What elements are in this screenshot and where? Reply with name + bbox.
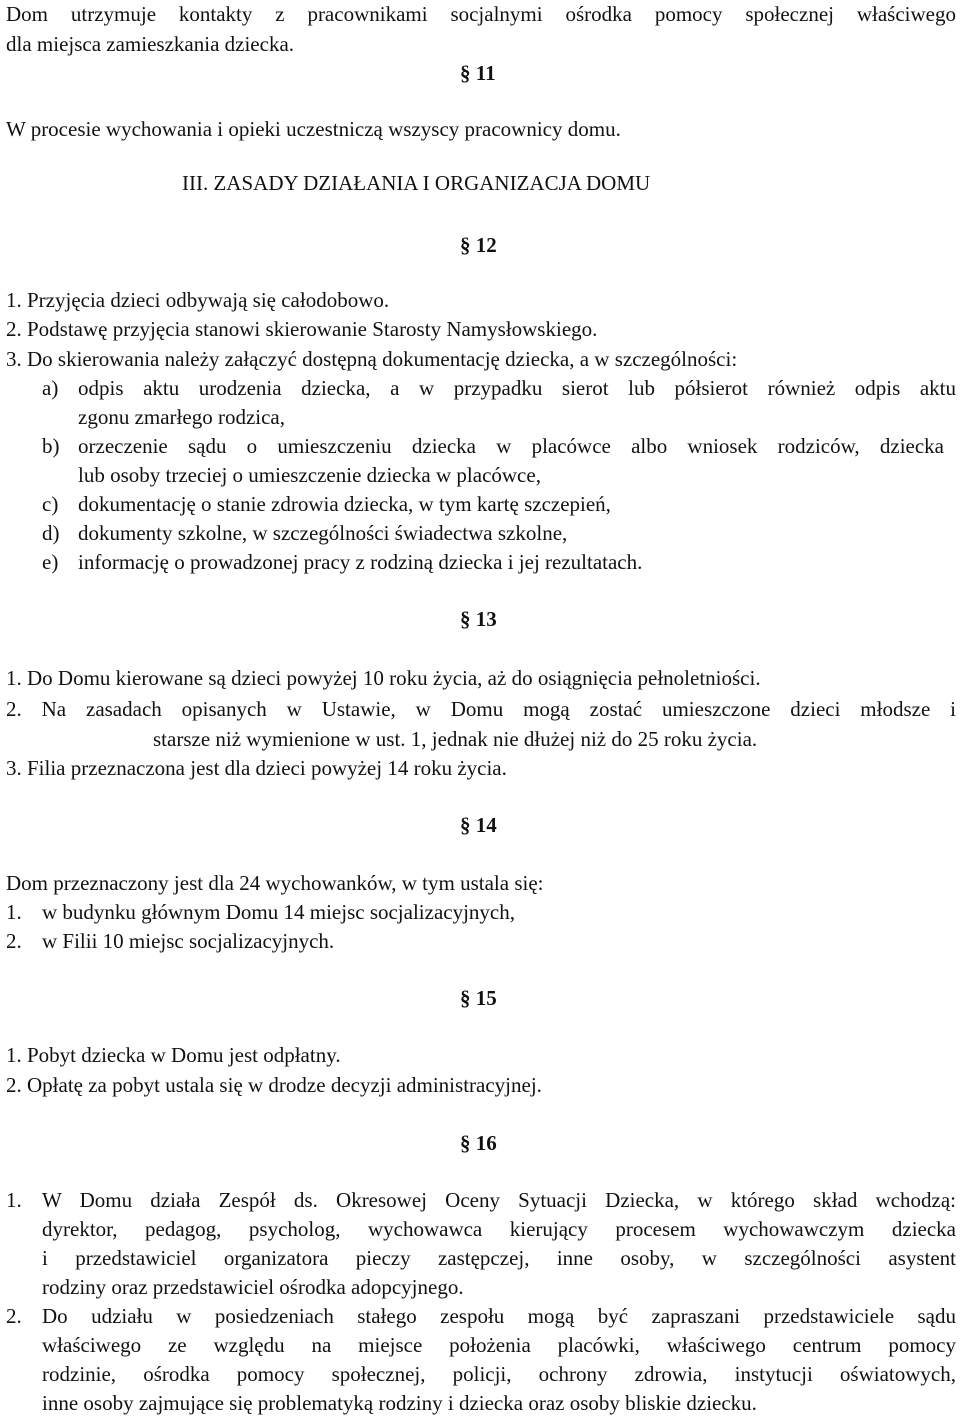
s13-paragraph-1: 1. Do Domu kierowane są dzieci powyżej 10 roku życia, aż do osiągnięcia pełnoletniości.	[6, 666, 761, 690]
s12-item-b-label: b)	[42, 434, 60, 458]
s12-item-c-text: dokumentację o stanie zdrowia dziecka, w tym kartę szczepień,	[78, 492, 611, 516]
s16-item-2-line-3: rodzinie, ośrodka pomocy społecznej, policji, ochrony zdrowia, instytucji oświatowych,	[42, 1362, 956, 1386]
section-11-text: W procesie wychowania i opieki uczestniczą wszyscy pracownicy domu.	[6, 117, 621, 141]
intro-line-2: dla miejsca zamieszkania dziecka.	[6, 32, 295, 56]
s13-paragraph-2-line-1: 2. Na zasadach opisanych w Ustawie, w Domu mogą zostać umieszczone dzieci młodsze i	[6, 697, 956, 721]
s12-item-e-label: e)	[42, 550, 59, 574]
s12-item-d-label: d)	[42, 521, 60, 545]
s16-item-1-line-3: i przedstawiciel organizatora pieczy zastępczej, inne osoby, w szczególności asystent	[42, 1246, 956, 1270]
s16-item-2-line-4: inne osoby zajmujące się problematyką rodziny i dziecka oraz osoby bliskie dziecku.	[42, 1391, 757, 1415]
s14-item-1-text: w budynku głównym Domu 14 miejsc socjalizacyjnych,	[42, 900, 516, 924]
s16-item-1-line-2: dyrektor, pedagog, psycholog, wychowawca kierujący procesem wychowawczym dziecka	[42, 1217, 956, 1241]
s16-item-1-line-4: rodziny oraz przedstawiciel ośrodka adopcyjnego.	[42, 1275, 464, 1299]
s16-item-1-label: 1.	[6, 1188, 22, 1212]
s16-item-2-line-1: Do udziału w posiedzeniach stałego zespołu mogą być zapraszani przedstawiciele sądu	[42, 1304, 956, 1328]
s13-paragraph-3: 3. Filia przeznaczona jest dla dzieci powyżej 14 roku życia.	[6, 756, 507, 780]
s12-paragraph-2: 2. Podstawę przyjęcia stanowi skierowanie Starosty Namysłowskiego.	[6, 317, 598, 341]
section-16-number: § 16	[460, 1131, 497, 1155]
s14-item-2-label: 2.	[6, 929, 22, 953]
s12-paragraph-1: 1. Przyjęcia dzieci odbywają się całodobowo.	[6, 288, 390, 312]
s16-item-2-line-2: właściwego ze względu na miejsce położenia placówki, właściwego centrum pomocy	[42, 1333, 956, 1357]
section-13-number: § 13	[460, 607, 497, 631]
s14-item-2-text: w Filii 10 miejsc socjalizacyjnych.	[42, 929, 335, 953]
chapter-heading: III. ZASADY DZIAŁANIA I ORGANIZACJA DOMU	[182, 171, 651, 195]
section-15-number: § 15	[460, 986, 497, 1010]
s13-paragraph-2-line-2: starsze niż wymienione w ust. 1, jednak nie dłużej niż do 25 roku życia.	[153, 727, 758, 751]
s15-paragraph-2: 2. Opłatę za pobyt ustala się w drodze decyzji administracyjnej.	[6, 1073, 542, 1097]
s12-paragraph-3: 3. Do skierowania należy załączyć dostępną dokumentację dziecka, a w szczególności:	[6, 347, 738, 371]
s12-item-b-line-2: lub osoby trzeciej o umieszczenie dziecka w placówce,	[78, 463, 541, 487]
section-11-number: § 11	[460, 61, 496, 85]
s12-item-d-text: dokumenty szkolne, w szczególności świadectwa szkolne,	[78, 521, 568, 545]
section-12-number: § 12	[460, 233, 497, 257]
s12-item-a-line-2: zgonu zmarłego rodzica,	[78, 405, 285, 429]
intro-line-1: Dom utrzymuje kontakty z pracownikami socjalnymi ośrodka pomocy społecznej właściwego	[6, 2, 956, 26]
s14-intro: Dom przeznaczony jest dla 24 wychowanków, w tym ustala się:	[6, 871, 544, 895]
s12-item-b-line-1: orzeczenie sądu o umieszczeniu dziecka w placówce albo wniosek rodziców, dziecka	[78, 434, 944, 458]
s14-item-1-label: 1.	[6, 900, 22, 924]
s15-paragraph-1: 1. Pobyt dziecka w Domu jest odpłatny.	[6, 1043, 341, 1067]
section-14-number: § 14	[460, 813, 497, 837]
s12-item-a-label: a)	[42, 376, 59, 400]
s12-item-c-label: c)	[42, 492, 59, 516]
s16-item-1-line-1: W Domu działa Zespół ds. Okresowej Oceny Sytuacji Dziecka, w którego skład wchodzą:	[42, 1188, 956, 1212]
s12-item-a-line-1: odpis aktu urodzenia dziecka, a w przypadku sierot lub półsierot również odpis aktu	[78, 376, 956, 400]
s12-item-e-text: informację o prowadzonej pracy z rodziną dziecka i jej rezultatach.	[78, 550, 643, 574]
s16-item-2-label: 2.	[6, 1304, 22, 1328]
